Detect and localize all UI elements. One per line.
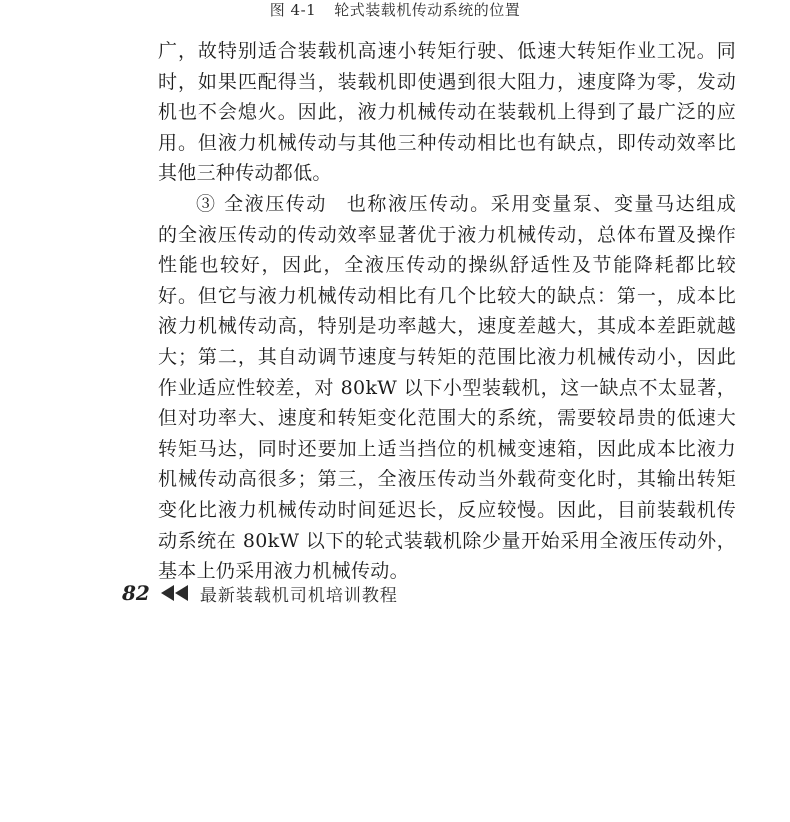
paragraph-1-line-4: 用。但液力机械传动与其他三种传动相比也有缺点，即传动效率比 xyxy=(158,131,736,154)
paragraph-2-line-12: 动系统在 80kW 以下的轮式装载机除少量开始采用全液压传动外， xyxy=(158,529,736,552)
paragraph-2-line-6: 大；第二，其自动调节速度与转矩的范围比液力机械传动小，因此 xyxy=(158,345,736,368)
book-title: 最新装载机司机培训教程 xyxy=(199,585,398,606)
paragraph-2-line-4: 好。但它与液力机械传动相比有几个比较大的缺点：第一，成本比 xyxy=(158,284,736,307)
figure-caption xyxy=(0,0,790,20)
paragraph-2-line-1 xyxy=(158,189,736,220)
paragraph-2-line-2: 的全液压传动的传动效率显著优于液力机械传动，总体布置及操作 xyxy=(158,223,736,246)
paragraph-1-line-5: 其他三种传动都低。 xyxy=(158,162,332,185)
paragraph-1-line-1: 广，故特别适合装载机高速小转矩行驶、低速大转矩作业工况。同 xyxy=(158,40,736,62)
page-footer xyxy=(122,580,398,606)
body-text xyxy=(158,36,736,587)
paragraph-2-line-10: 机械传动高很多；第三，全液压传动当外载荷变化时，其输出转矩 xyxy=(158,468,736,491)
paragraph-2-line-5: 液力机械传动高，特别是功率越大，速度差越大，其成本差距就越 xyxy=(158,315,736,338)
paragraph-2-line-9: 转矩马达，同时还要加上适当挡位的机械变速箱，因此成本比液力 xyxy=(158,437,736,460)
paragraph-2-line-7: 作业适应性较差，对 80kW 以下小型装载机，这一缺点不太显著， xyxy=(158,376,736,399)
paragraph-2-line-1-text: 也称液压传动。采用变量泵、变量马达组成 xyxy=(346,192,737,215)
paragraph-2-line-13: 基本上仍采用液力机械传动。 xyxy=(158,560,409,583)
paragraph-2-line-8: 但对功率大、速度和转矩变化范围大的系统，需要较昂贵的低速大 xyxy=(158,407,736,430)
double-left-arrow-icon xyxy=(160,584,190,602)
section-term: ③ 全液压传动 xyxy=(196,192,327,215)
paragraph-2-line-11: 变化比液力机械传动时间延迟长，反应较慢。因此，目前装载机传 xyxy=(158,498,736,521)
page-number: 82 xyxy=(122,581,150,605)
figure-title: 轮式装载机传动系统的位置 xyxy=(334,1,521,19)
figure-number: 图 4-1 xyxy=(269,1,317,19)
paragraph-2-line-3: 性能也较好，因此，全液压传动的操纵舒适性及节能降耗都比较 xyxy=(158,254,736,277)
paragraph-1-line-2: 时，如果匹配得当，装载机即使遇到很大阻力，速度降为零，发动 xyxy=(158,70,736,93)
paragraph-1-line-3: 机也不会熄火。因此，液力机械传动在装载机上得到了最广泛的应 xyxy=(158,101,736,124)
